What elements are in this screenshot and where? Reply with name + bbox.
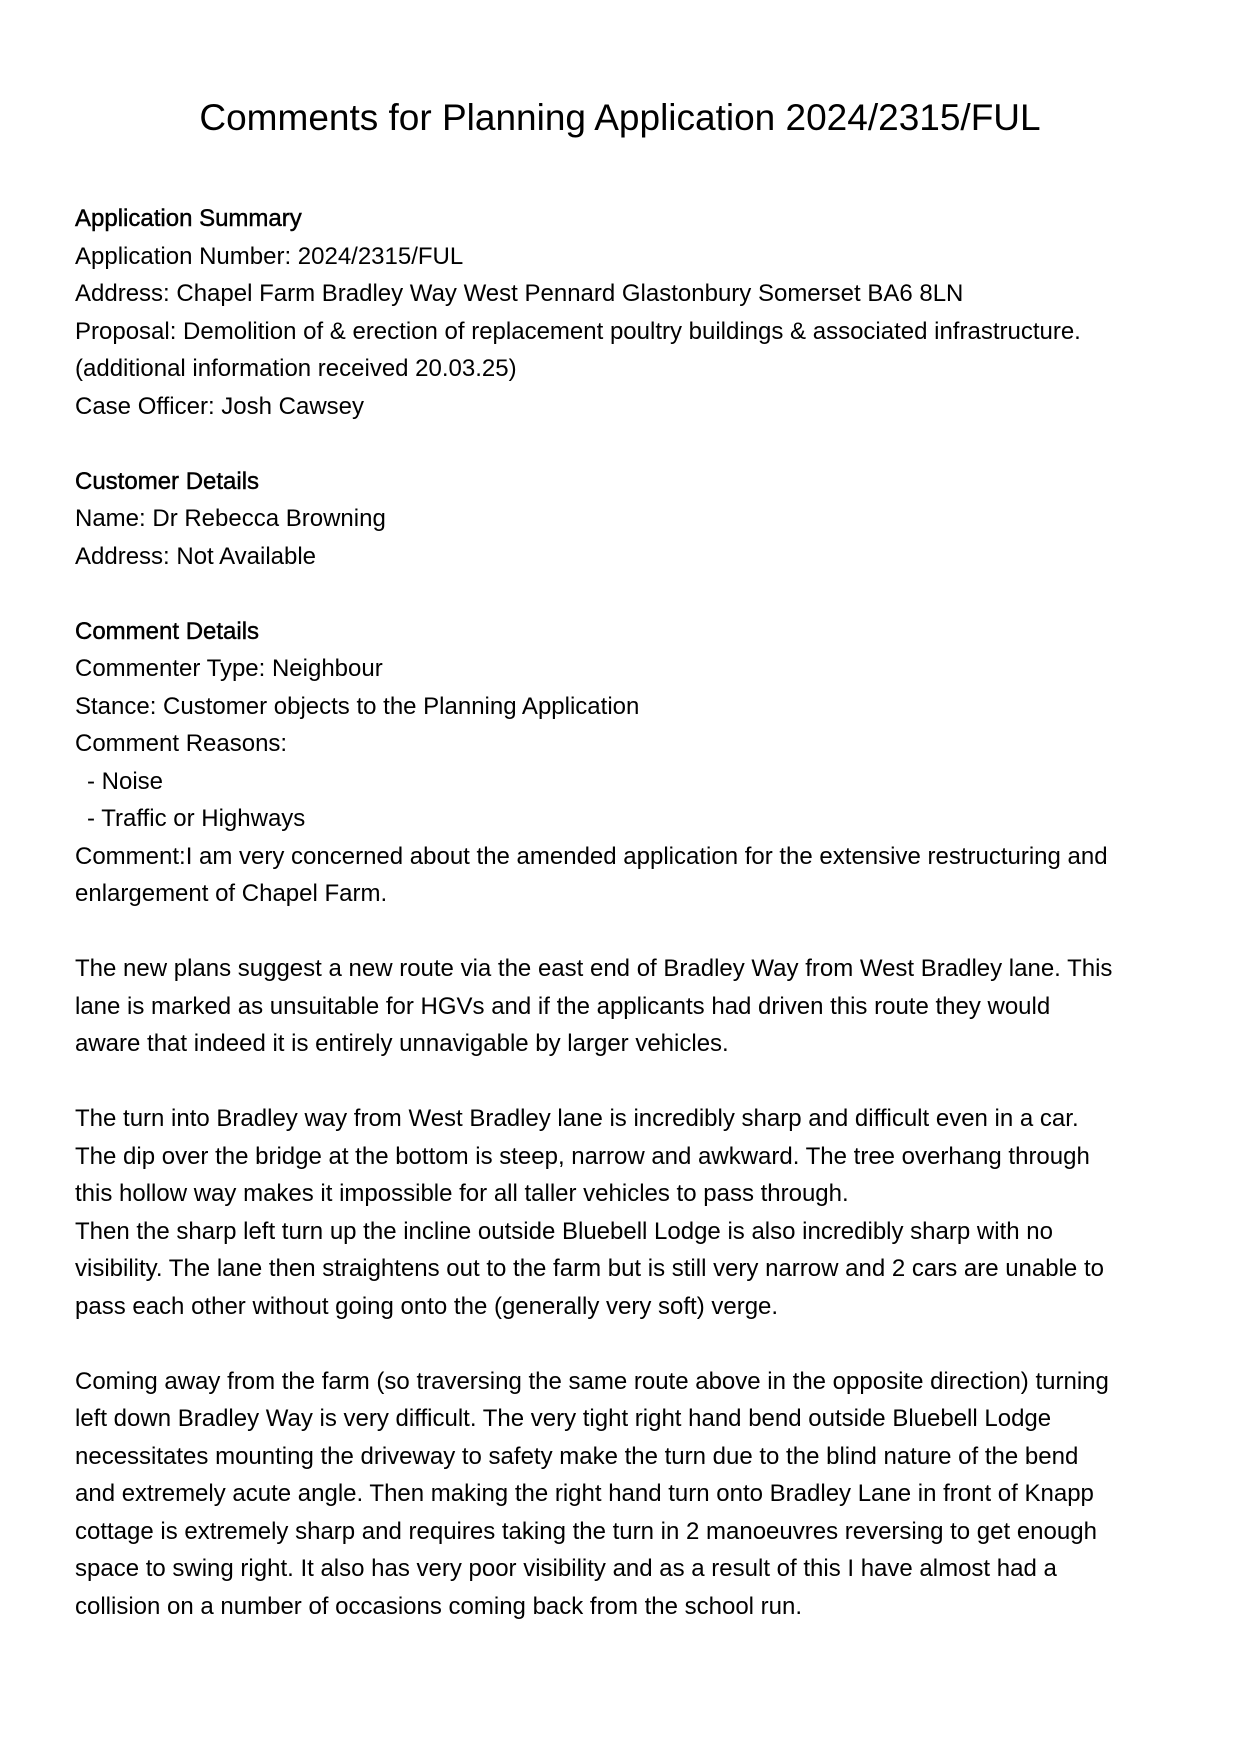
stance: Stance: Customer objects to the Planning Application bbox=[75, 692, 640, 720]
paragraph-line: necessitates mounting the driveway to safety make the turn due to the blind nature of the bend bbox=[75, 1442, 1079, 1470]
paragraph-line: space to swing right. It also has very poor visibility and as a result of this I have almost had a bbox=[75, 1555, 1057, 1582]
paragraph-gap bbox=[75, 1325, 1175, 1363]
paragraph-line: collision on a number of occasions coming back from the school run. bbox=[75, 1592, 803, 1620]
paragraph-gap bbox=[75, 913, 1175, 951]
paragraph-line: The dip over the bridge at the bottom is steep, narrow and awkward. The tree overhang through bbox=[75, 1142, 1090, 1170]
comment-paragraph bbox=[75, 1363, 1175, 1626]
section-gap bbox=[75, 425, 1175, 463]
application-summary-heading: Application Summary bbox=[75, 205, 302, 232]
application-address: Address: Chapel Farm Bradley Way West Pennard Glastonbury Somerset BA6 8LN bbox=[75, 280, 964, 307]
comment-paragraph bbox=[75, 950, 1175, 1063]
paragraph-line: lane is marked as unsuitable for HGVs and if the applicants had driven this route they would bbox=[75, 992, 1051, 1020]
application-summary-section bbox=[75, 200, 1175, 425]
comment-reason-item: - Noise bbox=[87, 767, 164, 795]
paragraph-line: pass each other without going onto the (generally very soft) verge. bbox=[75, 1292, 779, 1320]
paragraph-line: aware that indeed it is entirely unnavigable by larger vehicles. bbox=[75, 1030, 729, 1057]
application-proposal-note: (additional information received 20.03.25) bbox=[75, 355, 517, 382]
paragraph-line: and extremely acute angle. Then making the right hand turn onto Bradley Lane in front of Knapp bbox=[75, 1480, 1094, 1507]
comment-text-line: enlargement of Chapel Farm. bbox=[75, 880, 388, 907]
document-body bbox=[75, 200, 1175, 1625]
paragraph-line: Then the sharp left turn up the incline outside Bluebell Lodge is also incredibly sharp with no bbox=[75, 1217, 1053, 1245]
paragraph-line: cottage is extremely sharp and requires taking the turn in 2 manoeuvres reversing to get enough bbox=[75, 1517, 1097, 1545]
application-number: Application Number: 2024/2315/FUL bbox=[75, 242, 464, 270]
customer-details-section bbox=[75, 463, 1175, 576]
customer-details-heading: Customer Details bbox=[75, 467, 260, 495]
paragraph-gap bbox=[75, 1063, 1175, 1101]
case-officer: Case Officer: Josh Cawsey bbox=[75, 392, 364, 420]
comment-paragraph bbox=[75, 1100, 1175, 1325]
comment-details-section bbox=[75, 613, 1175, 913]
comment-text-line: Comment:I am very concerned about the amended application for the extensive restructuring and bbox=[75, 842, 1108, 870]
paragraph-line: Coming away from the farm (so traversing the same route above in the opposite direction) turning bbox=[75, 1367, 1109, 1395]
paragraph-line: The new plans suggest a new route via the east end of Bradley Way from West Bradley lane. This bbox=[75, 955, 1113, 982]
page-title: Comments for Planning Application 2024/2315/FUL bbox=[199, 97, 1041, 138]
paragraph-line: visibility. The lane then straightens out to the farm but is still very narrow and 2 cars are unable to bbox=[75, 1255, 1104, 1282]
comment-reason-item: - Traffic or Highways bbox=[87, 805, 306, 832]
paragraph-line: left down Bradley Way is very difficult. The very tight right hand bend outside Bluebell Lodge bbox=[75, 1405, 1052, 1432]
section-gap bbox=[75, 575, 1175, 613]
customer-address: Address: Not Available bbox=[75, 542, 317, 570]
comment-details-heading: Comment Details bbox=[75, 617, 260, 645]
commenter-type: Commenter Type: Neighbour bbox=[75, 655, 383, 682]
customer-name: Name: Dr Rebecca Browning bbox=[75, 505, 386, 532]
comment-reasons-label: Comment Reasons: bbox=[75, 730, 288, 757]
paragraph-line: The turn into Bradley way from West Bradley lane is incredibly sharp and difficult even in a car. bbox=[75, 1105, 1079, 1132]
paragraph-line: this hollow way makes it impossible for all taller vehicles to pass through. bbox=[75, 1180, 849, 1207]
application-proposal: Proposal: Demolition of & erection of replacement poultry buildings & associated infrastructure. bbox=[75, 317, 1081, 345]
